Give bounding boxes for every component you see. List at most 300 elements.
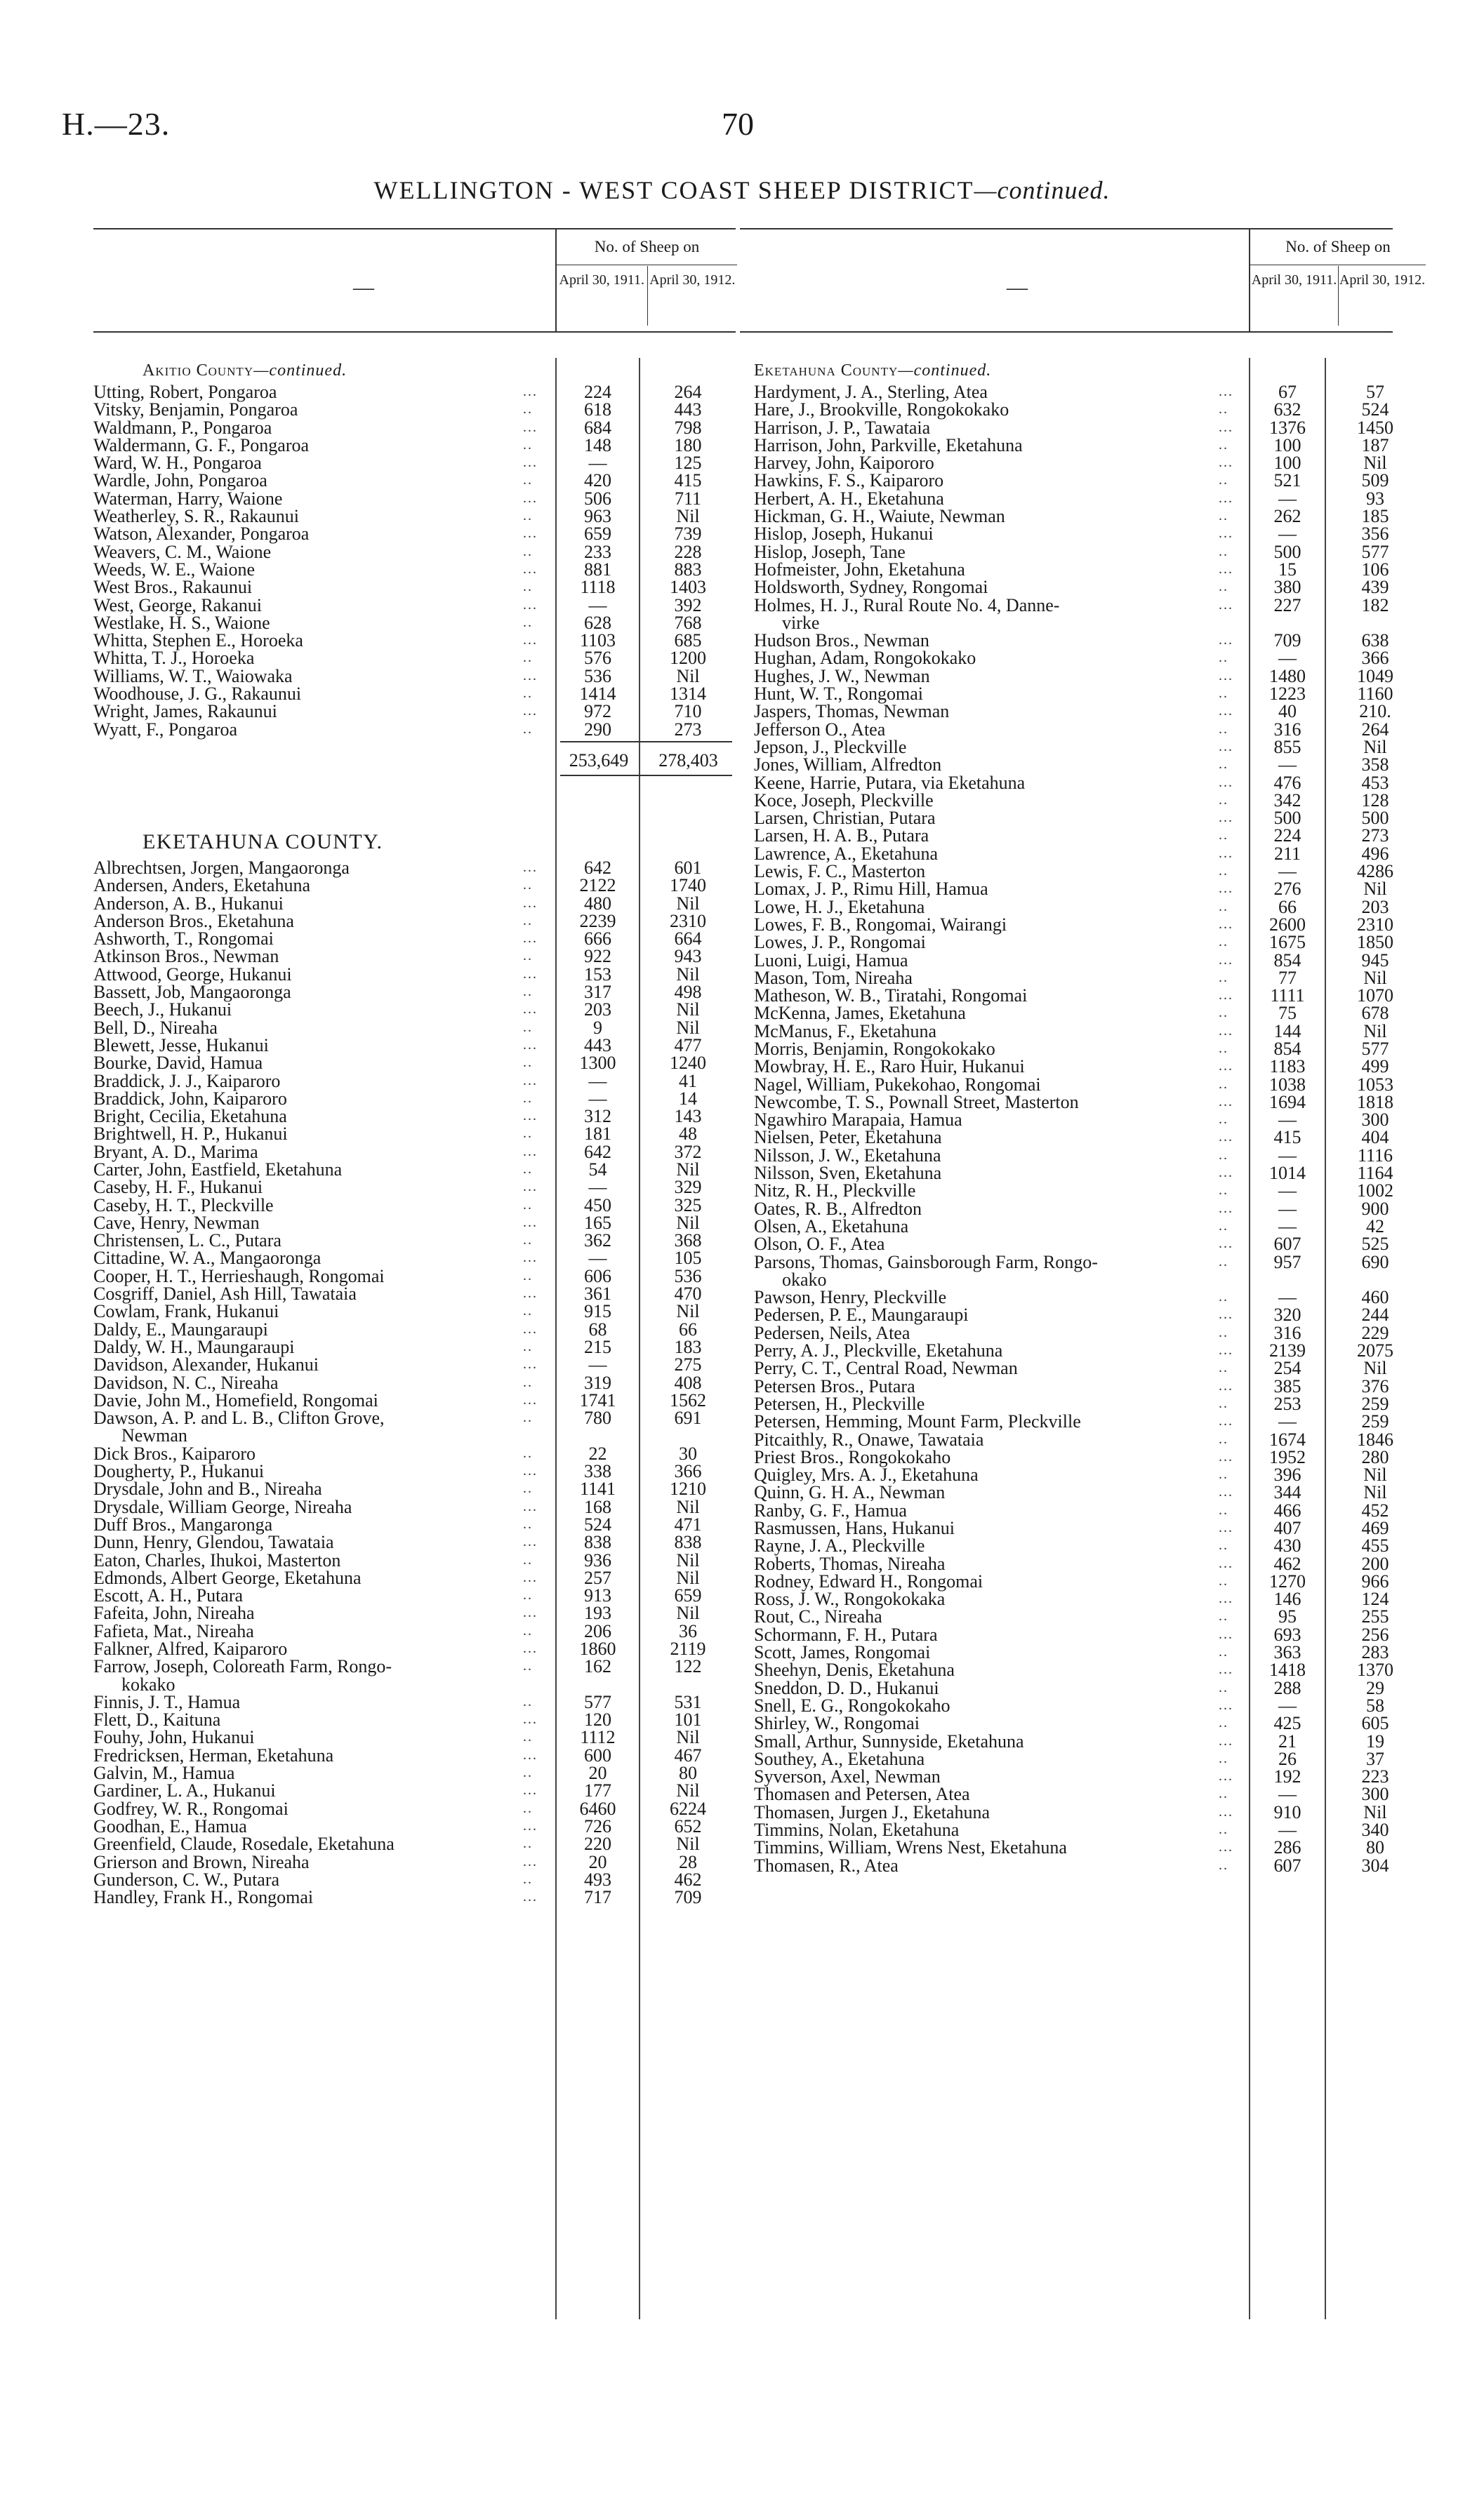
leader-dots: ... — [1219, 1236, 1233, 1252]
sheep-1911: 162 — [584, 1656, 611, 1677]
sheep-1912: 275 — [674, 1354, 702, 1375]
holder-name: Bell, D., Nireaha — [93, 1017, 218, 1038]
holder-name: Priest Bros., Rongokokaho — [754, 1446, 951, 1467]
sheep-1911: — — [588, 1070, 607, 1091]
sheep-1911: 717 — [584, 1887, 611, 1908]
title-main: WELLINGTON - WEST COAST SHEEP DISTRICT — [373, 176, 974, 204]
sheep-1912: Nil — [1363, 1482, 1387, 1503]
sheep-1912: 2075 — [1357, 1340, 1393, 1361]
holder-name: Duff Bros., Mangaronga — [93, 1514, 273, 1535]
holder-name: Andersen, Anders, Eketahuna — [93, 875, 311, 896]
table-row — [93, 1815, 736, 1836]
leader-dots: .. — [1219, 1573, 1228, 1589]
leader-dots: .. — [523, 1587, 533, 1604]
sheep-1912: 200 — [1361, 1553, 1389, 1574]
holder-name: Whitta, Stephen E., Horoeka — [93, 630, 303, 651]
holder-name: Matheson, W. B., Tiratahi, Rongomai — [754, 985, 1028, 1006]
holder-name: Sheehyn, Denis, Eketahuna — [754, 1660, 955, 1681]
sheep-1911: 1118 — [580, 577, 616, 598]
holder-name: Woodhouse, J. G., Rakaunui — [93, 684, 302, 705]
holder-name: Lowes, J. P., Rongomai — [754, 932, 926, 953]
holder-name: Southey, A., Eketahuna — [754, 1748, 925, 1769]
leader-dots: .. — [523, 614, 533, 630]
sheep-1912: 577 — [1361, 541, 1389, 562]
table-row — [93, 684, 736, 705]
leader-dots: ... — [523, 1001, 538, 1018]
sheep-1911: 317 — [584, 982, 611, 1003]
sheep-1912: 768 — [674, 612, 702, 633]
sheep-1912: 499 — [1361, 1056, 1389, 1077]
col-1911-header: April 30, 1911. — [559, 272, 644, 288]
holder-name: Cave, Henry, Newman — [93, 1212, 260, 1233]
sheep-1912: 477 — [674, 1034, 702, 1055]
leader-dots: ... — [523, 667, 538, 684]
leader-dots: ... — [523, 596, 538, 613]
holder-name: Carter, John, Eastfield, Eketahuna — [93, 1159, 343, 1180]
sheep-1911: 972 — [584, 701, 611, 722]
leader-dots: ... — [1219, 1022, 1233, 1039]
sheep-1912: 14 — [679, 1088, 697, 1109]
holder-name: Hughan, Adam, Rongokokako — [754, 648, 976, 669]
leader-dots: ... — [523, 966, 538, 982]
holder-name: Lowes, F. B., Rongomai, Wairangi — [754, 914, 1007, 935]
table-row — [740, 1109, 1393, 1131]
leader-dots: .. — [1219, 1502, 1228, 1518]
holder-name: Hughes, J. W., Newman — [754, 665, 930, 686]
table-row — [93, 1001, 736, 1018]
sheep-1911: 193 — [584, 1603, 611, 1624]
sheep-1912: 340 — [1361, 1820, 1389, 1841]
leader-dots: ... — [1219, 1839, 1233, 1855]
leader-dots: ... — [523, 1392, 538, 1408]
sheep-1912: 1818 — [1357, 1091, 1393, 1112]
sheep-1911: 385 — [1273, 1375, 1301, 1396]
sheep-1912: 798 — [674, 417, 702, 438]
leader-dots: ... — [1219, 1591, 1233, 1607]
sheep-1911: 144 — [1273, 1020, 1301, 1041]
sheep-1912: Nil — [676, 1834, 700, 1855]
table-row — [93, 1302, 736, 1320]
leader-dots: .. — [1219, 721, 1228, 737]
leader-dots: ... — [523, 1108, 538, 1124]
leader-dots: .. — [1219, 1750, 1228, 1766]
sheep-1912: 1450 — [1357, 417, 1393, 438]
sheep-1911: 344 — [1273, 1482, 1301, 1503]
sheep-1912: 966 — [1361, 1571, 1389, 1592]
holder-name: Nagel, William, Pukekohao, Rongomai — [754, 1074, 1041, 1095]
leader-dots: .. — [523, 1445, 533, 1461]
holder-name: Harrison, J. P., Tawataia — [754, 417, 931, 438]
sheep-1912: 452 — [1361, 1500, 1389, 1521]
table-row — [93, 543, 736, 561]
sheep-1911: — — [1278, 1180, 1297, 1201]
sheep-1912: 368 — [674, 1230, 702, 1251]
table-row — [740, 436, 1393, 454]
sheep-1912: Nil — [676, 665, 700, 686]
table-row — [93, 702, 736, 720]
sheep-1911: 666 — [584, 928, 611, 949]
sheep-1911: — — [1278, 1198, 1297, 1219]
leader-dots: .. — [1219, 1467, 1228, 1483]
sheep-1912: 300 — [1361, 1784, 1389, 1805]
sheep-1911: — — [1278, 524, 1297, 545]
holder-name: Drysdale, William George, Nireaha — [93, 1496, 352, 1517]
sheep-1911: 780 — [584, 1408, 611, 1429]
table-row — [93, 472, 736, 489]
leader-dots: ... — [523, 561, 538, 577]
sheep-1911: 203 — [584, 999, 611, 1020]
table-row — [93, 1019, 736, 1036]
holder-name: Harrison, John, Parkville, Eketahuna — [754, 434, 1023, 455]
sheep-1912: 536 — [674, 1265, 702, 1286]
col-1911-header: April 30, 1911. — [1251, 272, 1337, 288]
holder-name: Pawson, Henry, Pleckville — [754, 1287, 947, 1308]
holder-name: Ross, J. W., Rongokokaka — [754, 1589, 946, 1610]
leader-dots: .. — [1219, 1395, 1228, 1411]
sheep-1912: 80 — [1366, 1837, 1384, 1858]
leader-dots: ... — [523, 1143, 538, 1159]
sheep-1912: 255 — [1361, 1606, 1389, 1627]
holder-name: Waterman, Harry, Waione — [93, 488, 283, 509]
group-title: No. of Sheep on — [1250, 236, 1426, 265]
sheep-1912: 470 — [674, 1284, 702, 1305]
table-row — [740, 383, 1393, 401]
holder-name: Braddick, John, Kaiparoro — [93, 1088, 287, 1109]
sheep-1911: 922 — [584, 946, 611, 967]
sheep-1911: 957 — [1273, 1251, 1301, 1272]
leader-dots: .. — [1219, 401, 1228, 418]
table-row — [740, 472, 1393, 489]
sheep-1912: 1403 — [670, 577, 706, 598]
leader-dots: ... — [1219, 561, 1233, 577]
holder-name: Goodhan, E., Hamua — [93, 1815, 247, 1836]
sheep-1911: 342 — [1273, 789, 1301, 811]
sheep-1911: 1014 — [1269, 1163, 1306, 1184]
sheep-1912: 358 — [1361, 754, 1389, 775]
leader-dots: ... — [523, 526, 538, 542]
holder-name: Wyatt, F., Pongaroa — [93, 719, 238, 740]
sheep-1911: 1480 — [1269, 665, 1306, 686]
leader-dots: .. — [1219, 863, 1228, 879]
table-row — [93, 930, 736, 947]
sheep-1912: 105 — [674, 1248, 702, 1269]
sheep-1911: 1860 — [579, 1639, 616, 1659]
table-row — [740, 684, 1393, 705]
sheep-1911: 380 — [1273, 577, 1301, 598]
table-row — [93, 614, 736, 632]
table-row — [93, 1196, 736, 1214]
table-row — [740, 1324, 1393, 1342]
county-heading — [93, 358, 736, 383]
table-row — [740, 1359, 1393, 1377]
sheep-1912: 691 — [674, 1408, 702, 1429]
sheep-1912: 264 — [1361, 719, 1389, 740]
leader-dots: ... — [523, 455, 538, 471]
sheep-1911: 1183 — [1269, 1056, 1306, 1077]
leader-dots: .. — [1219, 543, 1228, 559]
table-row — [740, 454, 1393, 472]
sheep-1912: 678 — [1361, 1003, 1389, 1024]
holder-name: Luoni, Luigi, Hamua — [754, 949, 908, 971]
holder-name: Jefferson O., Atea — [754, 719, 886, 740]
sheep-1911: 628 — [584, 612, 611, 633]
right-column — [740, 228, 1426, 1876]
sheep-1911: 1103 — [579, 630, 616, 651]
leader-dots: ... — [1219, 1378, 1233, 1394]
sheep-1911: 22 — [588, 1443, 607, 1464]
sheep-1911: 910 — [1273, 1801, 1301, 1822]
leader-dots: .. — [1219, 1324, 1228, 1340]
leader-dots: .. — [523, 1836, 533, 1852]
sheep-1911: — — [1278, 1820, 1297, 1841]
sheep-1912: 259 — [1361, 1411, 1389, 1432]
sheep-1912: 1049 — [1357, 665, 1393, 686]
sheep-1912: 1116 — [1357, 1145, 1393, 1166]
sheep-1912: Nil — [676, 893, 700, 914]
sheep-1911: 642 — [584, 1141, 611, 1162]
holder-name: Fouhy, John, Hukanui — [93, 1727, 255, 1748]
holder-name: Lomax, J. P., Rimu Hill, Hamua — [754, 879, 988, 900]
holder-name: Larsen, Christian, Putara — [754, 808, 936, 829]
table-row — [740, 862, 1393, 880]
sheep-1912: Nil — [676, 964, 700, 985]
group-title: No. of Sheep on — [557, 236, 737, 265]
leader-dots: ... — [523, 1534, 538, 1550]
table-row — [740, 1200, 1393, 1218]
holder-name: Fafieta, Mat., Nireaha — [93, 1620, 254, 1641]
leader-dots: .. — [523, 1019, 533, 1035]
sheep-1911: 462 — [1273, 1553, 1301, 1574]
holder-name: Anderson Bros., Eketahuna — [93, 910, 294, 931]
holder-name: Brightwell, H. P., Hukanui — [93, 1124, 288, 1145]
sheep-1911: 362 — [584, 1230, 611, 1251]
sheep-1912: 415 — [674, 470, 702, 491]
sheep-1912: 1740 — [670, 875, 706, 896]
sheep-1911: 26 — [1278, 1748, 1297, 1769]
table-row — [93, 401, 736, 418]
holder-name: Dick Bros., Kaiparoro — [93, 1443, 256, 1464]
leader-dots: ... — [523, 1889, 538, 1905]
holder-name: Rasmussen, Hans, Hukanui — [754, 1518, 955, 1538]
sheep-1912: 30 — [679, 1443, 697, 1464]
sheep-1911: 1111 — [1270, 985, 1305, 1006]
leader-dots: .. — [1219, 1112, 1228, 1128]
leader-dots: ... — [523, 703, 538, 719]
holder-name: Mason, Tom, Nireaha — [754, 967, 913, 988]
sheep-1911: — — [588, 1177, 607, 1198]
sheep-1911: 576 — [584, 648, 611, 669]
sheep-1911: 506 — [584, 488, 611, 509]
holder-name: Jaspers, Thomas, Newman — [754, 701, 950, 722]
page-number: 70 — [722, 106, 754, 142]
sheep-1911: 536 — [584, 665, 611, 686]
sheep-1911: 67 — [1278, 382, 1297, 402]
leader-dots: ... — [523, 1569, 538, 1585]
table-row — [740, 1608, 1393, 1625]
sheep-1911: 693 — [1273, 1624, 1301, 1645]
table-row — [740, 1342, 1393, 1359]
holder-name: Nielsen, Peter, Eketahuna — [754, 1127, 942, 1148]
sheep-1911: 9 — [593, 1017, 602, 1038]
table-row — [740, 1537, 1393, 1554]
sheep-1912: 601 — [674, 857, 702, 878]
holder-name: Thomasen, Jurgen J., Eketahuna — [754, 1801, 990, 1822]
sheep-1911: — — [1278, 754, 1297, 775]
sheep-1911: 726 — [584, 1815, 611, 1836]
table-row — [740, 1785, 1393, 1803]
leader-dots: .. — [1219, 1005, 1228, 1021]
sheep-1911: 500 — [1273, 541, 1301, 562]
table-row — [93, 1693, 736, 1711]
table-row — [740, 1502, 1393, 1519]
table-row — [93, 895, 736, 912]
sheep-1912: 525 — [1361, 1234, 1389, 1255]
sheep-1911: 363 — [1273, 1642, 1301, 1663]
sheep-1912: 80 — [679, 1763, 697, 1784]
sheep-1911: 181 — [584, 1124, 611, 1145]
holder-name: Thomasen, R., Atea — [754, 1855, 899, 1876]
sheep-1911: 290 — [584, 719, 611, 740]
sheep-1911: 192 — [1273, 1766, 1301, 1787]
leader-dots: .. — [1219, 1679, 1228, 1695]
holder-name: Bourke, David, Hamua — [93, 1053, 263, 1074]
table-row — [93, 1462, 736, 1480]
holder-name: Davie, John M., Homefield, Rongomai — [93, 1389, 378, 1411]
leader-dots: .. — [523, 436, 533, 453]
holder-name: Caseby, H. F., Hukanui — [93, 1177, 263, 1198]
sheep-1912: 1314 — [670, 684, 706, 705]
leader-dots: ... — [1219, 1129, 1233, 1145]
holder-name: Hislop, Joseph, Tane — [754, 541, 906, 562]
table-row — [740, 774, 1393, 792]
holder-name: Hare, J., Brookville, Rongokokako — [754, 399, 1009, 420]
leader-dots: ... — [1219, 810, 1233, 826]
right-table-body — [740, 358, 1393, 1874]
sheep-1912: Nil — [1363, 967, 1387, 988]
leader-dots: ... — [1219, 987, 1233, 1004]
holder-name: Rayne, J. A., Pleckville — [754, 1535, 925, 1556]
table-row — [740, 1857, 1393, 1874]
sheep-1911: 21 — [1278, 1731, 1297, 1752]
table-row — [740, 667, 1393, 685]
table-row — [93, 876, 736, 894]
holder-name: Ranby, G. F., Hamua — [754, 1500, 907, 1521]
sheep-1911: 6460 — [579, 1798, 616, 1819]
table-row — [740, 1484, 1393, 1501]
leader-dots: ... — [1219, 1555, 1233, 1571]
table-row — [93, 1321, 736, 1338]
sheep-1911: — — [1278, 1109, 1297, 1131]
sheep-1911: 95 — [1278, 1606, 1297, 1627]
holder-name: Westlake, H. S., Waione — [93, 612, 270, 633]
sheep-1912: 180 — [674, 434, 702, 455]
holder-name: Godfrey, W. R., Rongomai — [93, 1798, 289, 1819]
leader-dots: ... — [523, 1250, 538, 1266]
table-row — [740, 916, 1393, 933]
holder-name: Hofmeister, John, Eketahuna — [754, 559, 965, 580]
sheep-1912: 469 — [1361, 1518, 1389, 1538]
leader-dots: ... — [523, 1036, 538, 1053]
sheep-1912: Nil — [676, 506, 700, 527]
holder-name: Keene, Harrie, Putara, via Eketahuna — [754, 772, 1026, 793]
table-row — [93, 1480, 736, 1498]
sheep-1911: — — [1278, 1411, 1297, 1432]
leader-dots: .. — [1219, 579, 1228, 595]
table-row — [740, 1058, 1393, 1075]
table-row — [93, 1640, 736, 1658]
holder-name: Cittadine, W. A., Mangaoronga — [93, 1248, 322, 1269]
table-row — [740, 1697, 1393, 1714]
leader-dots: ... — [523, 384, 538, 399]
holder-name: McManus, F., Eketahuna — [754, 1020, 937, 1041]
sheep-1911: 632 — [1273, 399, 1301, 420]
table-row — [740, 1271, 1393, 1288]
table-row — [93, 1124, 736, 1145]
sheep-1911: 153 — [584, 964, 611, 985]
holder-name: Daldy, E., Maungaraupi — [93, 1319, 268, 1340]
total-1912: 278,403 — [658, 749, 718, 771]
sheep-1911: 607 — [1273, 1234, 1301, 1255]
leader-dots: .. — [1219, 686, 1228, 702]
sheep-1912: 19 — [1366, 1731, 1384, 1752]
table-row — [740, 1413, 1393, 1430]
sheep-1911: 854 — [1273, 1038, 1301, 1059]
sheep-1912: 29 — [1366, 1677, 1384, 1698]
sheep-1911: 165 — [584, 1212, 611, 1233]
table-row — [93, 1232, 736, 1249]
sheep-1912: 2310 — [670, 910, 706, 931]
sheep-1912: 1370 — [1357, 1660, 1393, 1681]
sheep-1912: 325 — [674, 1194, 702, 1215]
table-row — [740, 1839, 1393, 1856]
sheep-1912: 739 — [674, 524, 702, 545]
sheep-1912: 710 — [674, 701, 702, 722]
leader-dots: ... — [523, 1712, 538, 1728]
holder-name: Farrow, Joseph, Coloreath Farm, Rongo- — [93, 1656, 392, 1677]
holder-name: Wardle, John, Pongaroa — [93, 470, 267, 491]
holder-name: Koce, Joseph, Pleckville — [754, 789, 934, 811]
holder-name: Thomasen and Petersen, Atea — [754, 1784, 970, 1805]
holder-name: Snell, E. G., Rongokokaho — [754, 1695, 950, 1716]
table-row — [740, 1147, 1393, 1164]
table-row — [93, 667, 736, 685]
leader-dots: .. — [1219, 1076, 1228, 1092]
leader-dots: ... — [1219, 952, 1233, 968]
table-row — [740, 614, 1393, 632]
holder-name: Ashworth, T., Rongomai — [93, 928, 274, 949]
leader-dots: .. — [1219, 1182, 1228, 1199]
leader-dots: .. — [523, 1055, 533, 1071]
holder-name: Rout, C., Nireaha — [754, 1606, 882, 1627]
sheep-1912: 58 — [1366, 1695, 1384, 1716]
sheep-1912: 392 — [674, 594, 702, 615]
sheep-1911: 936 — [584, 1549, 611, 1571]
table-row — [93, 1569, 736, 1587]
holder-name: McKenna, James, Eketahuna — [754, 1003, 966, 1024]
sheep-1912: 125 — [674, 453, 702, 474]
sheep-1911: 1112 — [580, 1727, 616, 1748]
sheep-1912: Nil — [1363, 1020, 1387, 1041]
leader-dots: .. — [1219, 1360, 1228, 1376]
holder-name: Sneddon, D. D., Hukanui — [754, 1677, 939, 1698]
leader-dots: ... — [1219, 774, 1233, 790]
name-column-header: — — [1007, 276, 1028, 299]
sheep-1911: 316 — [1273, 719, 1301, 740]
holder-name: Larsen, H. A. B., Putara — [754, 825, 929, 846]
table-row — [93, 1178, 736, 1196]
holder-name: Harvey, John, Kaipororo — [754, 453, 934, 474]
holder-name: West Bros., Rakaunui — [93, 577, 253, 598]
